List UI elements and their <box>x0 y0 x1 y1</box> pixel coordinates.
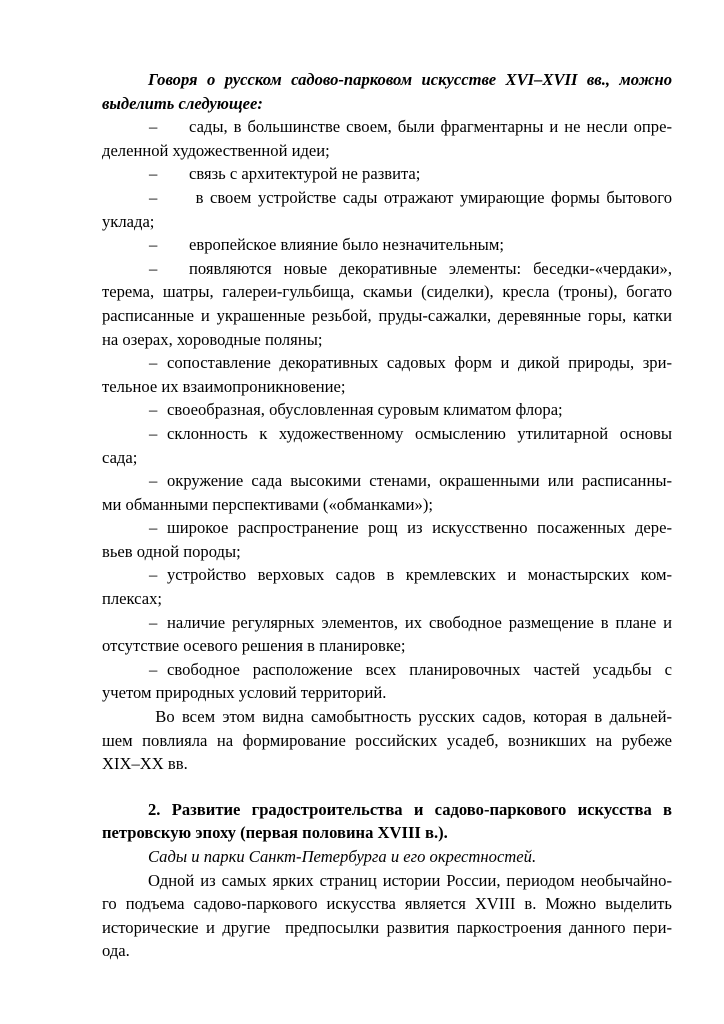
list-item-continuation: терема, шатры, галереи-гульбища, скамьи (сиделки), кресла (троны), богато <box>102 282 672 302</box>
conclusion-line-1: Во всем этом видна самобытность русских садов, которая в дальней- <box>148 707 672 727</box>
list-item-continuation: отсутствие осевого решения в планировке; <box>102 636 406 656</box>
list-dash: – <box>149 612 158 632</box>
body-line-4: ода. <box>102 941 130 961</box>
list-item-continuation: вьев одной породы; <box>102 541 241 561</box>
list-item: – появляются новые декоративные элементы: беседки-«чердаки», <box>102 257 672 281</box>
subheading: Сады и парки Санкт-Петербурга и его окрестностей. <box>148 847 537 866</box>
section-heading-line-1: 2. Развитие градостроительства и садово-паркового искусства в <box>148 799 672 819</box>
list-item: – сопоставление декоративных садовых форм и дикой природы, зри- <box>102 351 672 375</box>
list-item-continuation: расписанные и украшенные резьбой, пруды-сажалки, деревянные горы, катки <box>102 305 672 325</box>
list-dash: – <box>149 423 158 443</box>
list-item-continuation: учетом природных условий территорий. <box>102 683 387 703</box>
list-dash: – <box>149 258 158 278</box>
body-line-3: исторические и другие предпосылки развития паркостроения данного пери- <box>102 917 672 937</box>
conclusion-line-2: шем повлияла на формирование российских усадеб, возникших на рубеже <box>102 730 672 750</box>
list-item: – окружение сада высокими стенами, окрашенными или расписанны- <box>102 469 672 493</box>
list-item: – склонность к художественному осмыслению утилитарной основы <box>102 422 672 446</box>
list-item: – в своем устройстве сады отражают умирающие формы бытового <box>102 186 672 210</box>
page-content <box>102 68 672 963</box>
list-dash: – <box>149 187 158 207</box>
list-dash: – <box>149 565 158 585</box>
list-item: – широкое распространение рощ из искусственно посаженных дере- <box>102 516 672 540</box>
list-dash: – <box>149 164 158 184</box>
list-item-continuation: ми обманными перспективами («обманками»); <box>102 494 433 514</box>
list-dash: – <box>149 471 158 491</box>
list-item-continuation: сада; <box>102 447 138 467</box>
list-item: – устройство верховых садов в кремлевских и монастырских ком- <box>102 563 672 587</box>
body-line-2: го подъема садово-паркового искусства является XVIII в. Можно выделить <box>102 894 672 914</box>
list-item: – европейское влияние было незначительным; <box>102 233 672 257</box>
body-line-1: Одной из самых ярких страниц истории России, периодом необычайно- <box>148 870 672 890</box>
list-dash: – <box>149 659 158 679</box>
list-dash: – <box>149 400 158 420</box>
list-item-continuation: плексах; <box>102 589 163 609</box>
list-item-continuation: на озерах, хороводные поляны; <box>102 329 323 349</box>
list-item-continuation: деленной художественной идеи; <box>102 140 330 160</box>
list-item: – сады, в большинстве своем, были фрагментарны и не несли опре- <box>102 115 672 139</box>
list-dash: – <box>149 117 158 137</box>
list-item: – своеобразная, обусловленная суровым климатом флора; <box>102 398 672 422</box>
list-item: – наличие регулярных элементов, их свободное размещение в плане и <box>102 611 672 635</box>
conclusion-line-3: XIX–XX вв. <box>102 754 188 774</box>
intro-line-2: выделить следующее: <box>102 93 263 113</box>
list-dash: – <box>149 353 158 373</box>
section-heading-line-2: петровскую эпоху (первая половина XVIII в.). <box>102 823 448 843</box>
list-item-continuation: тельное их взаимопроникновение; <box>102 376 346 396</box>
list-dash: – <box>149 235 158 255</box>
list-item: – связь с архитектурой не развита; <box>102 162 672 186</box>
intro-line-1: Говоря о русском садово-парковом искусстве XVI–XVII вв., можно <box>148 70 672 89</box>
list-item: – свободное расположение всех планировочных частей усадьбы с <box>102 658 672 682</box>
list-item-continuation: уклада; <box>102 211 155 231</box>
list-dash: – <box>149 518 158 538</box>
